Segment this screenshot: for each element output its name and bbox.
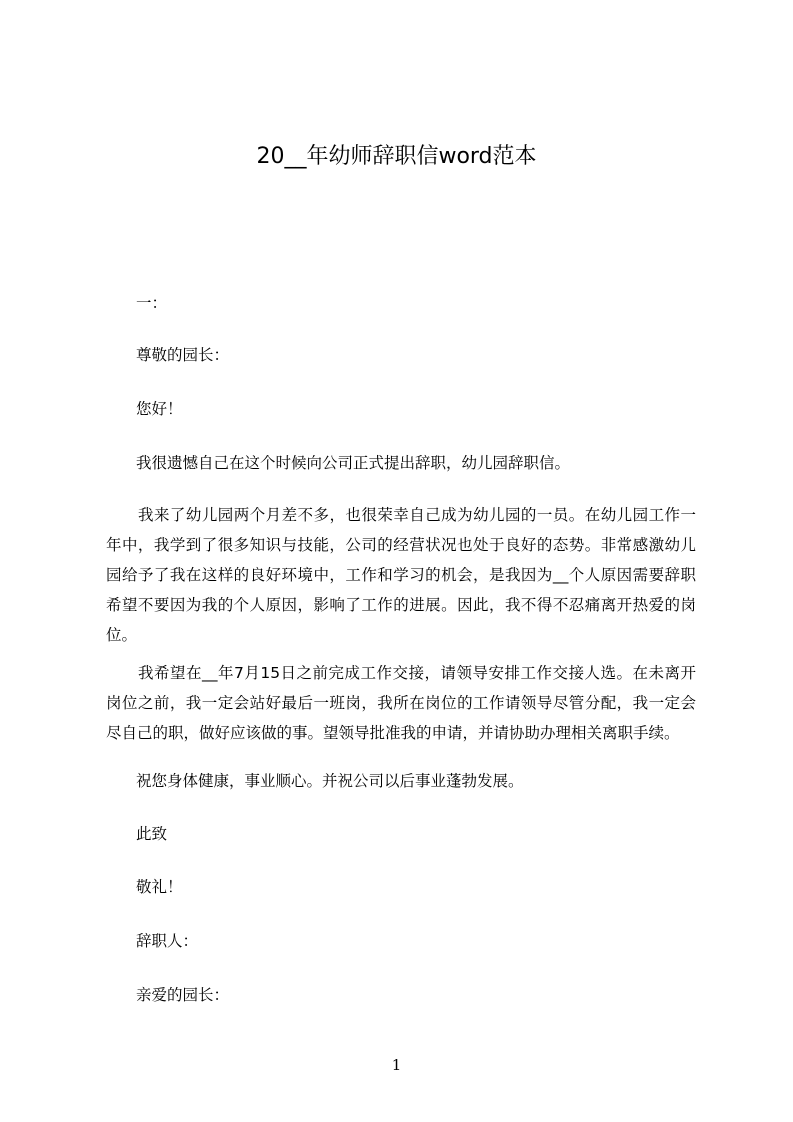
paragraph-2-line: 位。 — [106, 626, 138, 644]
paragraph-3-line: 我希望在__年7月15日之前完成工作交接，请领导安排工作交接人选。在未离开 — [138, 664, 696, 682]
paragraph-2-line: 年中，我学到了很多知识与技能，公司的经营状况也处于良好的态势。非常感激幼儿 — [106, 536, 696, 554]
page-number: 1 — [391, 1056, 402, 1074]
next-salutation: 亲爱的园长： — [136, 986, 230, 1004]
paragraph-2-line: 我来了幼儿园两个月差不多，也很荣幸自己成为幼儿园的一员。在幼儿园工作一 — [138, 506, 696, 524]
paragraph-1: 我很遗憾自己在这个时候向公司正式提出辞职，幼儿园辞职信。 — [136, 454, 571, 472]
signature-label: 辞职人： — [136, 932, 199, 950]
paragraph-3-line: 尽自己的职，做好应该做的事。望领导批准我的申请，并请协助办理相关离职手续。 — [106, 724, 680, 742]
paragraph-3 — [106, 658, 696, 748]
closing-1: 此致 — [136, 825, 168, 843]
paragraph-4: 祝您身体健康，事业顺心。并祝公司以后事业蓬勃发展。 — [136, 772, 524, 790]
section-label: 一： — [136, 294, 168, 312]
paragraph-2-line: 希望不要因为我的个人原因，影响了工作的进展。因此，我不得不忍痛离开热爱的岗 — [106, 596, 696, 614]
paragraph-3-line: 岗位之前，我一定会站好最后一班岗，我所在岗位的工作请领导尽管分配，我一定会 — [106, 694, 696, 712]
salutation: 尊敬的园长： — [136, 346, 230, 364]
closing-2: 敬礼！ — [136, 878, 183, 896]
document-title: 20__年幼师辞职信word范本 — [256, 144, 537, 169]
greeting: 您好！ — [136, 400, 183, 418]
paragraph-2 — [106, 500, 696, 650]
paragraph-2-line: 园给予了我在这样的良好环境中，工作和学习的机会，是我因为__个人原因需要辞职 — [106, 566, 696, 584]
